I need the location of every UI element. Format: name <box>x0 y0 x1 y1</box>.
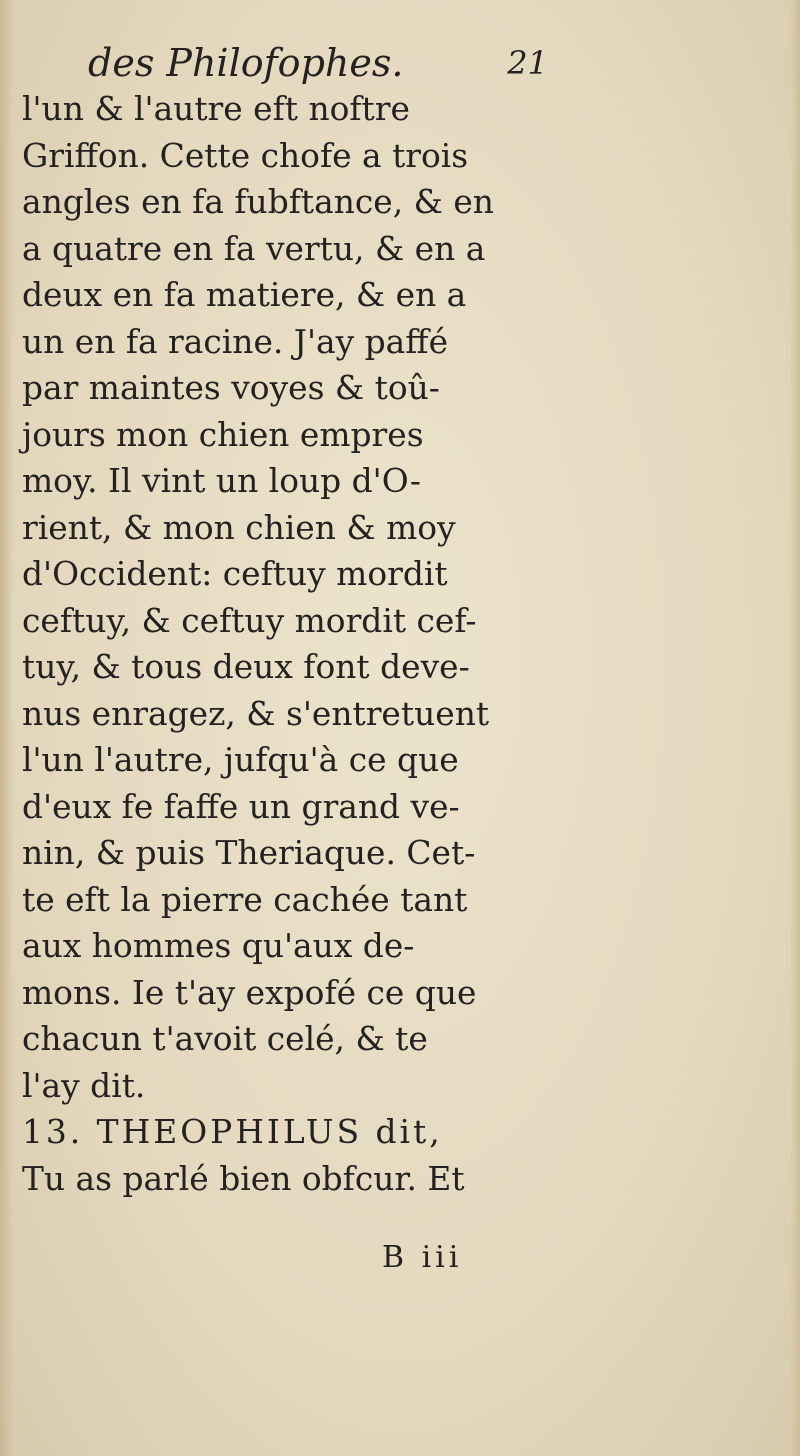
text-line: Tu as parlé bien obfcur. Et <box>22 1158 465 1198</box>
text-line: nin, & puis Theriaque. Cet- <box>22 833 476 872</box>
text-line: moy. Il vint un loup d'O- <box>22 461 421 500</box>
text-line: jours mon chien empres <box>22 414 424 454</box>
page-header <box>88 38 548 88</box>
text-line: d'Occident: ceftuy mordit <box>22 554 448 593</box>
text-line: a quatre en fa vertu, & en a <box>22 228 486 268</box>
text-line: chacun t'avoit celé, & te <box>22 1019 428 1058</box>
page-number: 21 <box>507 44 548 82</box>
text-line: deux en fa matiere, & en a <box>22 275 467 314</box>
text-line: par maintes voyes & toû- <box>22 368 440 407</box>
body-text <box>22 86 542 1202</box>
page-edge-shadow-left <box>0 0 14 1456</box>
text-line: angles en fa fubftance, & en <box>22 182 494 221</box>
text-line: l'ay dit. <box>22 1065 146 1105</box>
text-line: rient, & mon chien & moy <box>22 507 456 547</box>
signature-mark: B iii <box>382 1240 463 1275</box>
text-line: nus enragez, & s'entretuent <box>22 693 490 733</box>
text-line: un en fa racine. J'ay paffé <box>22 321 449 361</box>
text-line: l'un l'autre, jufqu'à ce que <box>22 740 459 779</box>
text-line: te eft la pierre cachée tant <box>22 879 468 919</box>
text-line: aux hommes qu'aux de- <box>22 926 415 965</box>
text-line: tuy, & tous deux font deve- <box>22 647 470 686</box>
page-edge-shadow-right <box>790 0 800 1456</box>
text-line: ceftuy, & ceftuy mordit cef- <box>22 600 477 640</box>
text-line: l'un & l'autre eft noftre <box>22 89 410 128</box>
running-title: des Philofophes. <box>88 41 404 85</box>
text-line: Griffon. Cette chofe a trois <box>22 135 469 175</box>
text-line: d'eux fe faffe un grand ve- <box>22 786 460 826</box>
text-line-speaker: 13. THEOPHILUS dit, <box>22 1112 443 1151</box>
text-line: mons. Ie t'ay expofé ce que <box>22 972 477 1012</box>
